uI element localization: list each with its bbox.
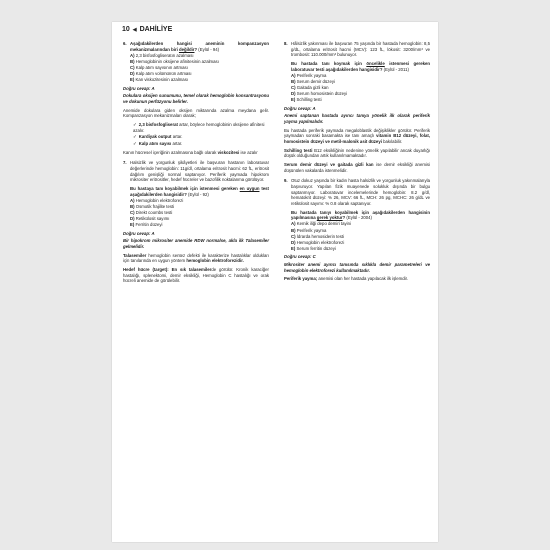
option-key: E): [130, 221, 135, 227]
option-a: [291, 221, 430, 227]
stem-text: Bu hastada tanıyı koyabilmek için aşağıdakilerden hangisinin yapılmasına: [291, 209, 430, 221]
book-page: [112, 22, 438, 542]
option-text: Osmotik frajilite testi: [134, 203, 175, 209]
question-source: (Eylül - 92): [186, 191, 209, 197]
option-key: C): [291, 84, 296, 90]
stem-text-end: ?: [342, 215, 346, 221]
para-text: de görülür. Kronik karaciğer hastalığı, splenektomi, demir eksikliği, Hemoglobin C hastalığı ve orak hücreli anemide de görülebilir.: [123, 266, 269, 284]
page-header: [122, 26, 172, 33]
option-a: [130, 198, 269, 204]
option-key: B): [291, 78, 296, 84]
stem-text-end: ?: [194, 46, 198, 52]
stem-text-end: test aşağıdakilerden hangisidir?: [130, 185, 269, 197]
explanation-highlight: Mikrositer anemi ayırıcı tanısında sıklıkla demir parametreleri ve hemoglobin elektroforezi kullanılmaktadır.: [284, 262, 430, 273]
option-c: [130, 210, 269, 216]
option-text: Periferik yayma: [295, 72, 327, 78]
option-b: [291, 79, 430, 85]
option-text: Hemoglobinin oksijene afinitesinin azalması: [134, 58, 219, 64]
question-6: [123, 41, 269, 83]
para-text: Bu hastada periferik yaymada megaloblastik değişiklikler görülür. Periferik yaymadan sonraki basamakta ise tanı amaçlı: [284, 127, 430, 139]
option-c: [291, 85, 430, 91]
left-triangle-icon: ◀: [132, 27, 137, 33]
para-text-end: bakılabilir.: [381, 139, 403, 145]
option-a: [291, 73, 430, 79]
question-stem: [130, 186, 269, 197]
explanation-paragraph: [123, 267, 269, 284]
question-case: Otuz dokuz yaşında bir kadın hasta halsizlik ve yorgunluk yakınmalarıyla başvuruyor. Yapılan fizik muayenede solukluk dışında bir bulgu saptanmıyor. Laboratuvar incelemelerinde hemoglobin: 8.2 g/dl, hematokrit düzeyi: % 26, MCV: 66 fL, MCH: 26 pg, MCHC: 26 g/dL ve retikülosit sayımı: % 0.8 olarak saptanıyor.: [291, 178, 430, 207]
question-source: (Eylül - 2004): [345, 215, 372, 221]
para-text-end: ise azalır: [239, 149, 258, 155]
option-d: [130, 71, 269, 77]
checklist-item-text: artar.: [171, 134, 183, 140]
explanation-paragraph: [123, 150, 269, 156]
option-a: [130, 53, 269, 59]
checklist-item-bold: Kardiyak output: [138, 134, 172, 140]
correct-answer: Doğru cevap: A: [284, 105, 316, 111]
correct-answer: Doğru cevap: A: [123, 85, 155, 91]
checklist-item: [133, 141, 269, 147]
option-text: Serum ferritin düzeyi: [295, 245, 336, 251]
question-8: [284, 41, 430, 103]
option-e: [130, 222, 269, 228]
option-text: Periferik yayma: [295, 227, 327, 233]
option-text: Kalp atım volümünün artması: [134, 70, 192, 76]
explanation-paragraph: Anemide dokulara giden oksijen miktarında azalma meydana gelir. Kompanzasyon mekanizmaları olarak;: [123, 107, 269, 119]
option-c: [130, 65, 269, 71]
para-text: Kanın hücresel içeriğinin azalmasına bağlı olarak: [123, 149, 218, 155]
explanation-paragraph: [123, 253, 269, 264]
question-stem: [291, 210, 430, 221]
checklist-item-bold: Kalp atım sayısı: [138, 140, 172, 146]
option-text: 2,3 bisfosfogliseratın azalması: [134, 52, 194, 58]
option-key: C): [291, 233, 296, 239]
option-e: [291, 246, 430, 252]
checkmark-icon: ✓: [133, 134, 137, 140]
options-list: [291, 73, 430, 103]
option-key: A): [291, 221, 296, 227]
explanation-paragraph: [284, 128, 430, 145]
checklist-item: [133, 134, 269, 140]
option-b: [130, 204, 269, 210]
checklist-item: [133, 122, 269, 134]
para-bold: Periferik yayma;: [284, 276, 318, 282]
option-e: [130, 77, 269, 83]
option-key: D): [130, 215, 135, 221]
options-list: [130, 53, 269, 83]
option-text: Ferritin düzeyi: [134, 221, 163, 227]
question-case: Hâlsizlik yakınması ile başvuran 75 yaşında bir hastada hemoglobin: 8,5 g/dL, ortalama eritrosit hacmi (MCV): 123 fL, lökosit: 3200/mm³ ve trombosit: 110.000/mm³ bulunuyor.: [291, 41, 430, 58]
option-key: A): [291, 72, 296, 78]
option-key: C): [130, 209, 135, 215]
option-key: A): [130, 52, 135, 58]
para-text: hemoglobin sentez defekti ile karakterize hastalıklar oldukları için tanılarında en uygun yöntem: [123, 252, 269, 264]
left-column: [123, 41, 269, 287]
para-text: anemisi olan her hastada yapılacak ilk işlemdir.: [317, 276, 408, 282]
stem-underlined: öncelikle: [366, 61, 385, 67]
option-key: E): [130, 76, 135, 82]
option-e: [291, 97, 430, 103]
question-number: 6.: [123, 41, 127, 46]
para-bold: Schilling testi: [284, 147, 313, 153]
page-number: 10: [122, 26, 130, 33]
para-bold-end: hemoglobin elektroforezidir.: [186, 258, 244, 264]
chapter-title: DAHİLİYE: [139, 26, 173, 33]
checklist: [133, 122, 269, 146]
option-key: D): [291, 239, 296, 245]
option-key: D): [130, 70, 135, 76]
option-text: Kalp atım sayısının artması: [134, 64, 188, 70]
stem-text: Bu hastada tanı koymak için: [291, 61, 367, 67]
option-text: Kan viskozitesinin azalması: [134, 76, 189, 82]
options-list: [130, 198, 269, 228]
right-column: [284, 41, 430, 285]
option-text: İdrarda hemosiderin testi: [295, 233, 345, 239]
correct-answer: Doğru cevap: A: [123, 230, 155, 236]
option-key: B): [130, 58, 135, 64]
question-source: (Eylül - 2011): [382, 66, 409, 72]
option-text: Retikülosit sayımı: [134, 215, 170, 221]
option-text: Kemik iliği depo demiri tayini: [295, 221, 351, 227]
correct-answer: Doğru cevap: C: [284, 254, 316, 260]
option-key: D): [291, 90, 296, 96]
para-bold: viskozitesi: [217, 149, 240, 155]
option-text: Serum demir düzeyi: [295, 78, 335, 84]
explanation-paragraph: [284, 276, 430, 282]
option-text: Gaitada gizli kan: [295, 84, 329, 90]
option-d: [130, 216, 269, 222]
option-text: Hemoglobin elektroforezi: [295, 239, 345, 245]
para-bold: vitamin B12 düzeyi, folat, homosistein düzeyi ve metil-malonik asit düzeyi: [284, 133, 430, 145]
option-key: B): [291, 227, 296, 233]
option-text: Direkt coombs testi: [134, 209, 173, 215]
option-b: [130, 59, 269, 65]
option-c: [291, 234, 430, 240]
checklist-item-text: artar, böylece hemoglobinin oksijene afinitesi azalır.: [133, 122, 265, 133]
question-case: Halsizlik ve yorgunluk şikâyetleri ile başvuran hastanın laboratuvar değerlerinde hemoglobin: 11g/dl, ortalama eritrosit hacmi: 62 fL, eritrosit dağılım genişliği normal saptanıyor. Periferik yaymada hipokrom mikrositer eritrositler, hedef hücreler ve bazofilik noktalanma görülüyor.: [130, 160, 269, 183]
question-number: 8.: [284, 41, 288, 46]
question-stem: [130, 41, 269, 52]
option-b: [291, 228, 430, 234]
question-stem: [291, 61, 430, 72]
option-key: C): [130, 64, 135, 70]
stem-underlined: gerek yoktur: [316, 215, 343, 221]
option-key: A): [130, 197, 135, 203]
option-d: [291, 91, 430, 97]
option-key: B): [130, 203, 135, 209]
explanation-paragraph: [284, 148, 430, 159]
checklist-item-bold: 2,3 bisfosfogliserat: [138, 122, 178, 128]
stem-underlined: en uygun: [239, 185, 260, 191]
checklist-item-text: artar.: [171, 140, 183, 146]
para-bold: Talasemiler: [123, 252, 147, 258]
stem-text: Bu hastaya tanı koyabilmek için istenmesi gereken: [130, 185, 240, 191]
explanation-highlight: Dokulara oksijen sunumunu, temel olarak hemoglobin konsantrasyonu ve dokunun perfüzyonu belirler.: [123, 93, 269, 104]
option-key: E): [291, 97, 296, 102]
stem-text-end: istenmesi gereken laboratuvar testi aşağıdakilerden hangisidir?: [291, 61, 430, 72]
stem-underlined: değildir: [178, 46, 195, 52]
explanation-paragraph: [284, 162, 430, 173]
stem-text: Aşağıdakilerden hangisi aneminin kompanzasyon mekanizmalarından biri: [130, 41, 269, 52]
para-bold: Hedef hücre (target): En sık talasemiler: [123, 266, 212, 272]
para-text: ise demir eksikliği anemisi düşünülen vakalarda istenmelidir.: [284, 162, 430, 173]
para-text: B12 eksikliğinin nedenine yönelik yapılabilir ancak duyarlığı düşük olduğundan artık kullanılmamaktadır.: [284, 147, 430, 159]
para-bold: Serum demir düzeyi ve gaitada gizli kan: [284, 162, 374, 168]
option-text: Hemoglobin elektroforezi: [134, 197, 184, 203]
checkmark-icon: ✓: [133, 122, 137, 128]
question-9: [284, 178, 430, 251]
options-list: [291, 221, 430, 251]
option-key: E): [291, 245, 296, 251]
question-number: 9.: [284, 178, 288, 184]
question-source: (Eylül - 94): [197, 46, 220, 52]
option-d: [291, 240, 430, 246]
question-number: 7.: [123, 160, 127, 166]
explanation-highlight: Anemi saptanan hastada ayırıcı tanıya yönelik ilk olarak periferik yayma yapılmalıdır.: [284, 113, 430, 125]
checkmark-icon: ✓: [133, 140, 137, 146]
option-text: Schilling testi: [295, 97, 322, 102]
option-text: Serum homosistein düzeyi: [295, 90, 348, 96]
explanation-highlight: Bir hipokrom mikrositer anemide RDW normalse, akla ilk Talasemiler gelmelidir.: [123, 238, 269, 249]
question-7: [123, 160, 269, 227]
